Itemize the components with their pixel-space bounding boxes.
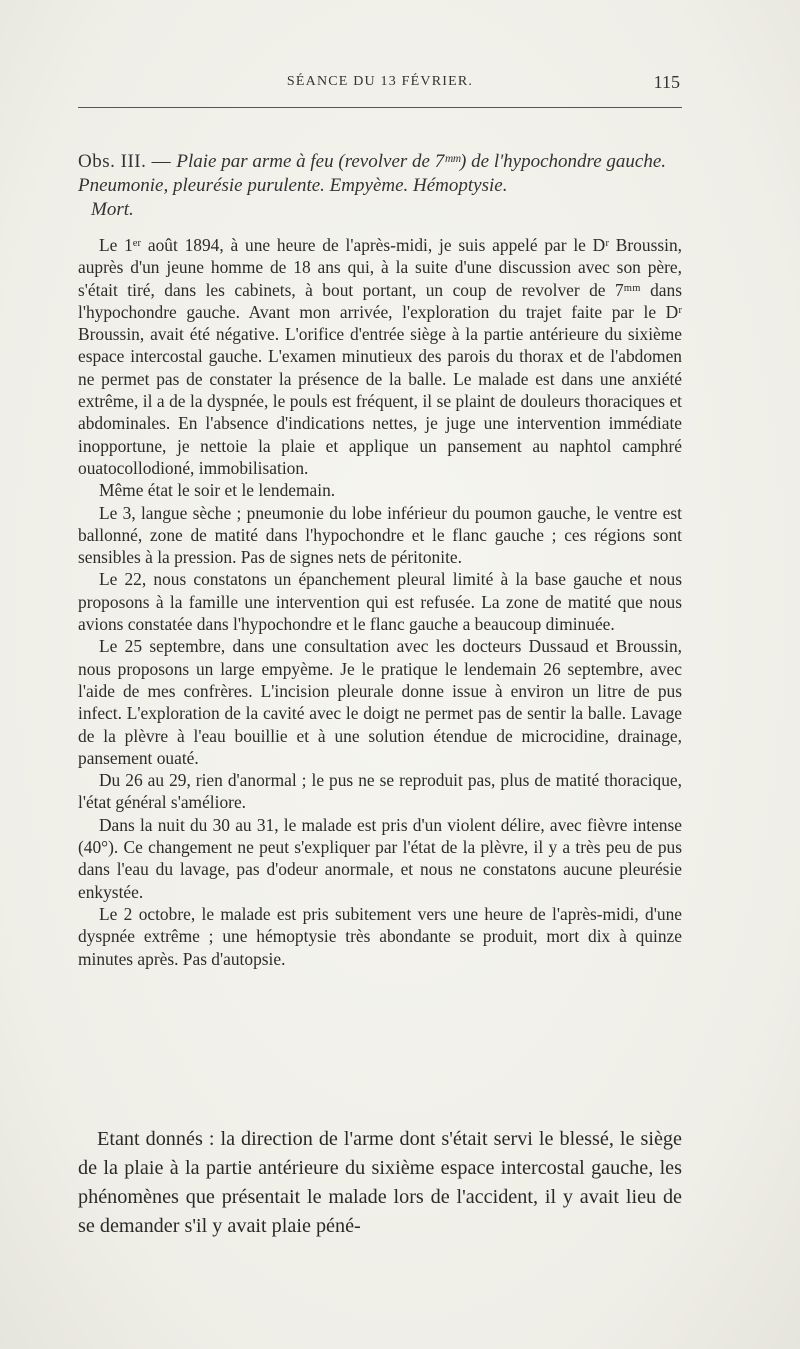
paragraph: Dans la nuit du 30 au 31, le malade est pris d'un violent délire, avec fièvre intense (40°). Ce changement ne peut s'expliquer par l'état de la plèvre, il y a très peu de pus dans l'eau du lavage, pas d'odeur anormale, et nous ne constatons aucune pleurésie enkystée. [78,814,682,902]
observation-label: Obs. III. — [78,151,177,172]
observation-heading [78,150,682,222]
conclusion-paragraph: Etant donnés : la direction de l'arme dont s'était servi le blessé, le siège de la plaie à la partie antérieure du sixième espace intercostal gauche, les phénomènes que présentait le malade lors de l'accident, il y avait lieu de se demander s'il y avait plaie péné- [78,1128,682,1237]
paragraph: Du 26 au 29, rien d'anormal ; le pus ne se reproduit pas, plus de matité thoracique, l'état général s'améliore. [78,770,682,813]
paragraph: Le 3, langue sèche ; pneumonie du lobe inférieur du poumon gauche, le ventre est ballonné, zone de matité dans l'hypochondre et le flanc gauche ; ces régions sont sensibles à la pression. Pas de signes nets de péritonite. [78,502,682,568]
paragraph: Le 25 septembre, dans une consultation avec les docteurs Dussaud et Broussin, nous proposons un large empyème. Je le pratique le lendemain 26 septembre, avec l'aide de mes confrères. L'incision pleurale donne issue à environ un litre de pus infect. L'exploration de la cavité avec le doigt ne permet pas de sentir la balle. Lavage de la plèvre à l'eau bouillie et à une solution étendue de microcidine, drainage, pansement ouaté. [78,636,682,768]
page-header [78,74,682,98]
paragraph: Même état le soir et le lendemain. [99,480,336,501]
observation-title-end: Mort. [91,199,134,220]
page-number: 115 [653,72,680,92]
running-title: SÉANCE DU 13 FÉVRIER. [286,74,474,89]
paragraph: Le 2 octobre, le malade est pris subitement vers une heure de l'après-midi, d'une dyspnée extrême ; une hémoptysie très abondante se produit, mort dix à quinze minutes après. Pas d'autopsie. [78,903,682,969]
header-rule [78,107,682,108]
observation-title: Plaie par arme à feu (revolver de 7ᵐᵐ) de l'hypochondre gauche. Pneumonie, pleurésie purulente. Empyème. Hémoptysie. [78,151,667,196]
paragraph: Le 22, nous constatons un épanchement pleural limité à la base gauche et nous proposons à la famille une intervention qui est refusée. La zone de matité que nous avions constatée dans l'hypochondre et le flanc gauche a beaucoup diminuée. [78,569,682,635]
conclusion-text [78,1125,682,1241]
case-report [78,234,682,970]
paragraph: Le 1ᵉʳ août 1894, à une heure de l'après-midi, je suis appelé par le Dʳ Broussin, auprès d'un jeune homme de 18 ans qui, à la suite d'une discussion avec son père, s'était tiré, dans les cabinets, à bout portant, un coup de revolver de 7ᵐᵐ dans l'hypochondre gauche. Avant mon arrivée, l'exploration du trajet faite par le Dʳ Broussin, avait été négative. L'orifice d'entrée siège à la partie antérieure du sixième espace intercostal gauche. L'examen minutieux des parois du thorax et de l'abdomen ne permet pas de constater la présence de la balle. Le malade est dans une anxiété extrême, il a de la dyspnée, le pouls est fréquent, il se plaint de douleurs thoraciques et abdominales. En l'absence d'indications nettes, je juge une intervention immédiate inopportune, je nettoie la plaie et applique un pansement au naphtol camphré ouatocollodioné, immobilisation. [78,235,682,478]
